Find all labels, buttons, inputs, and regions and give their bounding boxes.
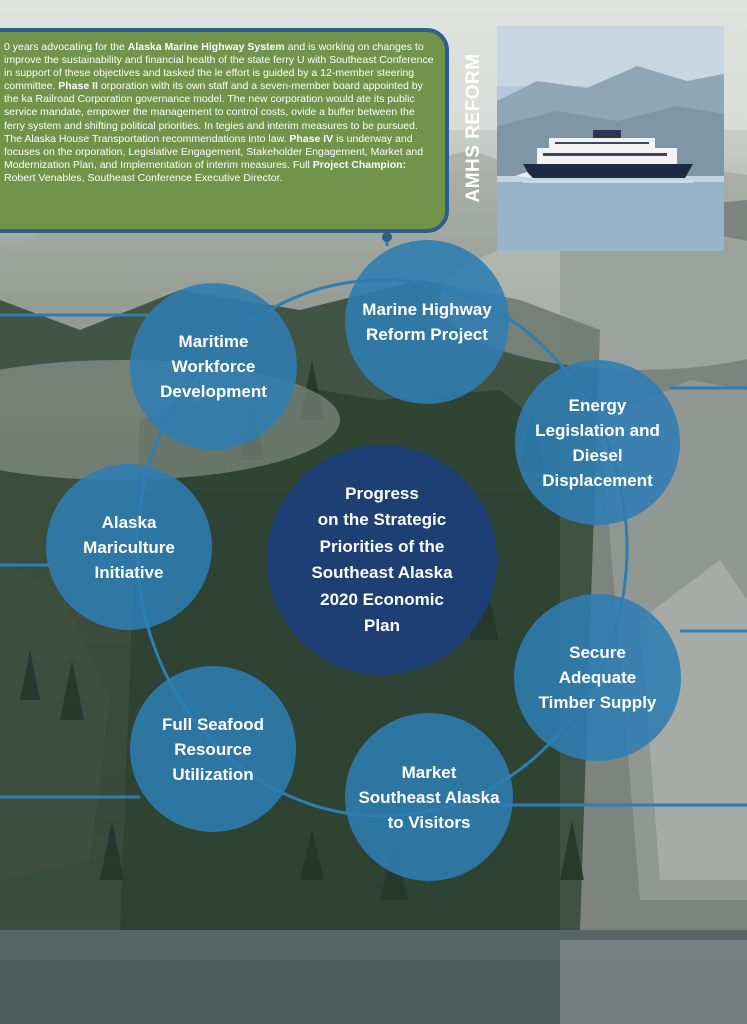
priority-label: Maritime Workforce Development [160, 332, 267, 401]
center-title: Progress on the Strategic Priorities of the Southeast Alaska 2020 Economic Plan [311, 483, 453, 635]
priority-maritime-workforce[interactable] [130, 283, 297, 450]
priority-energy-legislation[interactable] [515, 360, 680, 525]
panel-connector-dot [382, 232, 392, 242]
priority-seafood-utilization[interactable] [130, 666, 296, 832]
priority-timber-supply[interactable] [514, 594, 681, 761]
priority-marine-highway-reform[interactable] [345, 240, 509, 404]
priority-label: Secure Adequate Timber Supply [538, 643, 657, 712]
info-emphasis: Project Champion: [312, 158, 407, 171]
info-emphasis: Phase IV [289, 132, 334, 145]
amhs-reform-text: AMHS REFORM [463, 52, 484, 203]
amhs-info-panel [0, 28, 449, 233]
priority-label: Energy Legislation and Diesel Displacement [535, 395, 660, 490]
priority-market-visitors[interactable] [345, 713, 513, 881]
info-text-run: orporation with its own staff and a seven-member board appointed by the ka Railroad Corporation governance model. The new corporation would ate its public service mandate, empower the management to control costs, ovide a buffer between the ferry system and shifting political priorities. In tegies and interim measures to be pursued. The Alaska House Transportation recommendations into law. [4, 80, 423, 145]
amhs-reform-label [456, 40, 492, 215]
amhs-description-text [4, 41, 435, 185]
info-text-run: Robert Venables, Southeast Conference Executive Director. [4, 171, 283, 184]
info-emphasis: Phase II [58, 80, 98, 93]
info-text-run: 0 years advocating for the [4, 41, 128, 53]
info-emphasis: Alaska Marine Highway System [127, 41, 285, 53]
priority-label: Marine Highway Reform Project [362, 300, 492, 344]
priority-mariculture[interactable] [46, 464, 212, 630]
info-text-run: is underway and focuses on the orporation, Legislative Engagement, Stakeholder Engagement, Market and Modernization Plan, and Implementation of interim measures. Full [4, 132, 424, 171]
priority-label: Market Southeast Alaska to Visitors [358, 762, 500, 832]
priority-label: Full Seafood Resource Utilization [162, 714, 264, 784]
ferry-photo [497, 26, 724, 251]
info-text-run: and is working on changes to improve the sustainability and financial health of the state ferry U with Southeast Conference in support of these objectives and tasked the le effort is guided by a 12-member steering committee. [4, 41, 434, 93]
center-strategic-priorities [267, 445, 497, 675]
priority-label: Alaska Mariculture Initiative [83, 512, 175, 582]
